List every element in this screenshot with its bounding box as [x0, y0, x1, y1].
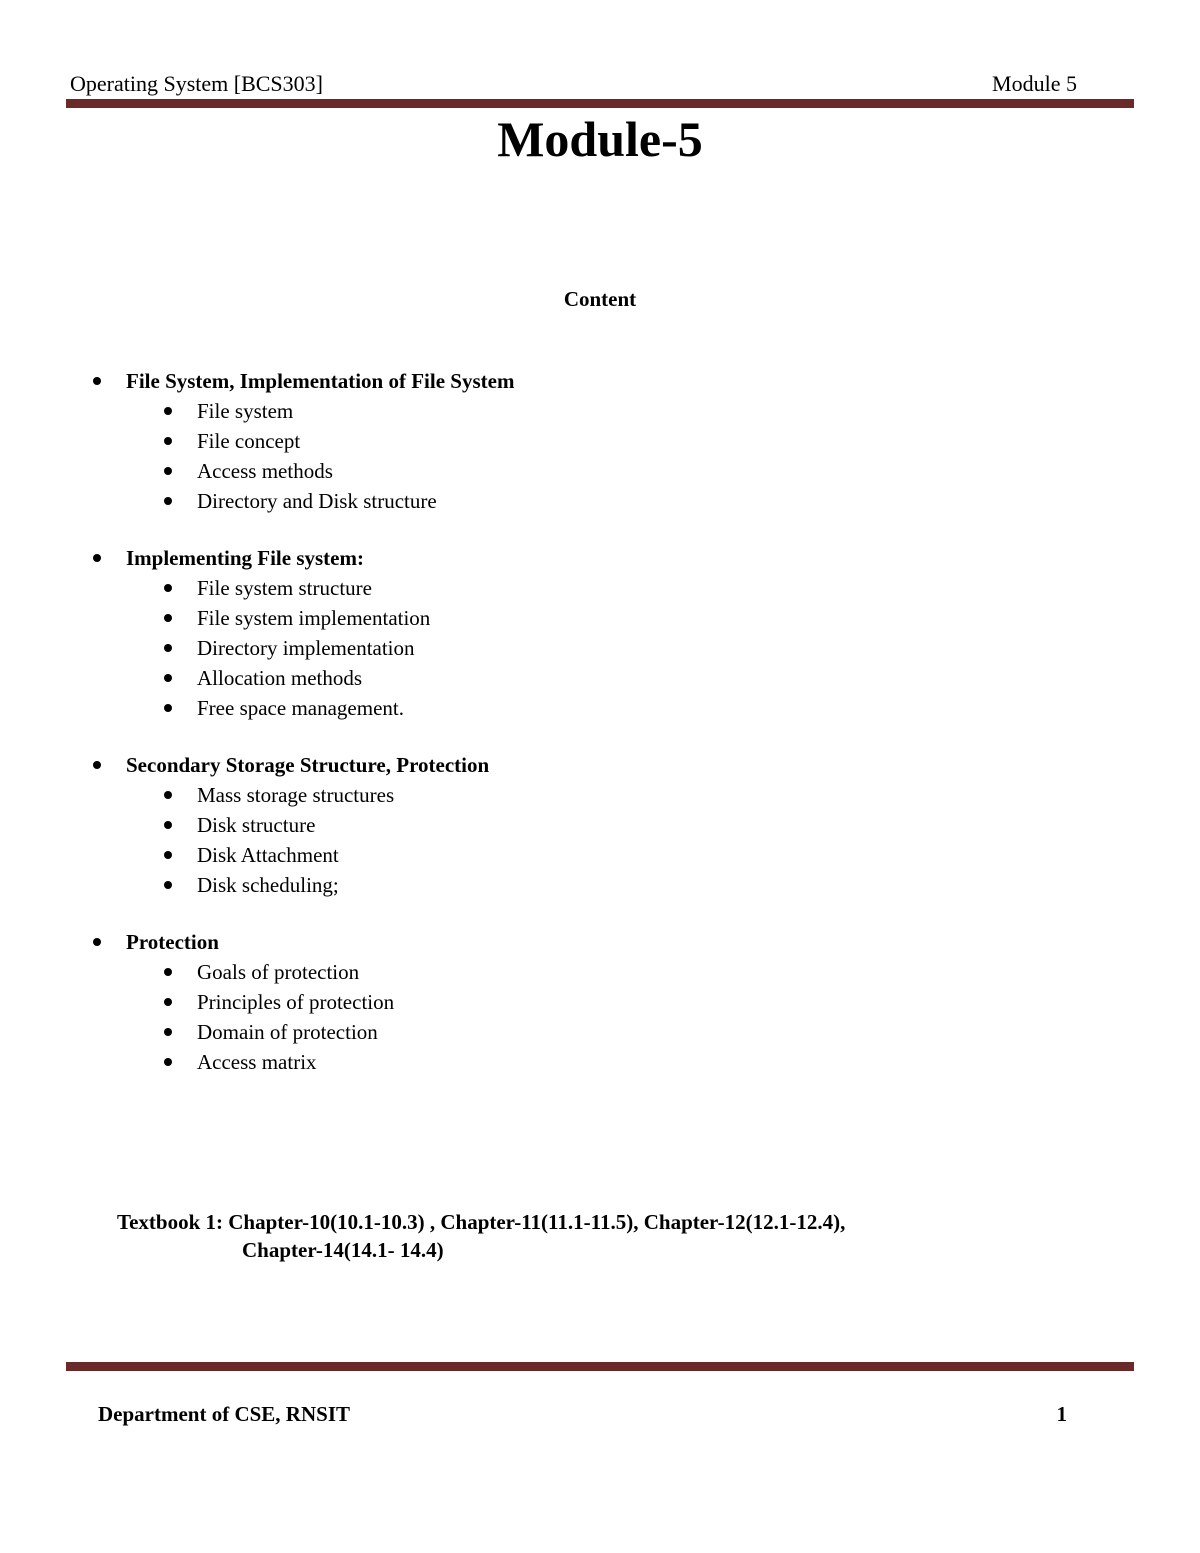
list-item	[88, 486, 988, 516]
list-item	[88, 810, 988, 840]
list-item-text: Principles of protection	[197, 990, 395, 1014]
bullet-icon	[93, 377, 101, 385]
page-number: 1	[1056, 1402, 1067, 1426]
bullet-icon	[164, 968, 172, 976]
toc-section	[88, 750, 988, 900]
list-item	[88, 603, 988, 633]
toc-section	[88, 366, 988, 516]
header-module: Module 5	[992, 71, 1077, 96]
toc-section	[88, 543, 988, 723]
bullet-icon	[164, 584, 172, 592]
toc-section	[88, 927, 988, 1077]
bullet-icon	[93, 938, 101, 946]
footer-department: Department of CSE, RNSIT	[98, 1402, 350, 1426]
list-item-text: Disk structure	[197, 813, 316, 837]
list-item	[88, 870, 988, 900]
header-course: Operating System [BCS303]	[70, 71, 323, 96]
bullet-icon	[164, 704, 172, 712]
header-rule	[66, 99, 1134, 108]
section-title	[88, 366, 988, 396]
list-item	[88, 780, 988, 810]
list-item-text: Domain of protection	[197, 1020, 378, 1044]
page-title: Module-5	[497, 111, 703, 167]
bullet-icon	[164, 851, 172, 859]
list-item-text: Goals of protection	[197, 960, 360, 984]
list-item-text: File concept	[197, 429, 301, 453]
list-item	[88, 987, 988, 1017]
footer-rule	[66, 1362, 1134, 1371]
section-title-text: Protection	[126, 930, 219, 954]
bullet-icon	[93, 761, 101, 769]
list-item-text: Mass storage structures	[197, 783, 395, 807]
list-item	[88, 693, 988, 723]
sub-list	[88, 780, 988, 900]
bullet-icon	[164, 998, 172, 1006]
bullet-icon	[164, 821, 172, 829]
bullet-icon	[164, 881, 172, 889]
sub-list	[88, 396, 988, 516]
bullet-icon	[93, 554, 101, 562]
bullet-icon	[164, 437, 172, 445]
bullet-icon	[164, 497, 172, 505]
list-item	[88, 456, 988, 486]
list-item-text: File system implementation	[197, 606, 431, 630]
list-item-text: Free space management.	[197, 696, 404, 720]
list-item	[88, 396, 988, 426]
list-item	[88, 1047, 988, 1077]
section-title-text: Implementing File system:	[126, 546, 364, 570]
list-item-text: Allocation methods	[197, 666, 363, 690]
bullet-icon	[164, 1028, 172, 1036]
list-item	[88, 426, 988, 456]
list-item-text: Directory implementation	[197, 636, 415, 660]
list-item	[88, 1017, 988, 1047]
list-item	[88, 633, 988, 663]
bullet-icon	[164, 407, 172, 415]
section-title	[88, 543, 988, 573]
textbook-reference: Textbook 1: Chapter-10(10.1-10.3) , Chapter-11(11.1-11.5), Chapter-12(12.1-12.4),	[117, 1210, 846, 1234]
bullet-icon	[164, 644, 172, 652]
content-heading: Content	[563, 287, 637, 311]
list-item-text: Access matrix	[197, 1050, 317, 1074]
bullet-icon	[164, 614, 172, 622]
list-item-text: Disk Attachment	[197, 843, 339, 867]
list-item	[88, 957, 988, 987]
list-item-text: Access methods	[197, 459, 333, 483]
section-title-text: File System, Implementation of File System	[126, 369, 515, 393]
sub-list	[88, 573, 988, 723]
section-title	[88, 750, 988, 780]
bullet-icon	[164, 674, 172, 682]
bullet-icon	[164, 467, 172, 475]
section-title-text: Secondary Storage Structure, Protection	[126, 753, 490, 777]
list-item-text: File system	[197, 399, 294, 423]
textbook-reference-continued: Chapter-14(14.1- 14.4)	[242, 1238, 444, 1262]
section-title	[88, 927, 988, 957]
bullet-icon	[164, 791, 172, 799]
list-item	[88, 840, 988, 870]
list-item-text: Disk scheduling;	[197, 873, 339, 897]
list-item-text: File system structure	[197, 576, 372, 600]
sub-list	[88, 957, 988, 1077]
list-item-text: Directory and Disk structure	[197, 489, 437, 513]
bullet-icon	[164, 1058, 172, 1066]
list-item	[88, 573, 988, 603]
list-item	[88, 663, 988, 693]
table-of-contents	[88, 366, 988, 1104]
